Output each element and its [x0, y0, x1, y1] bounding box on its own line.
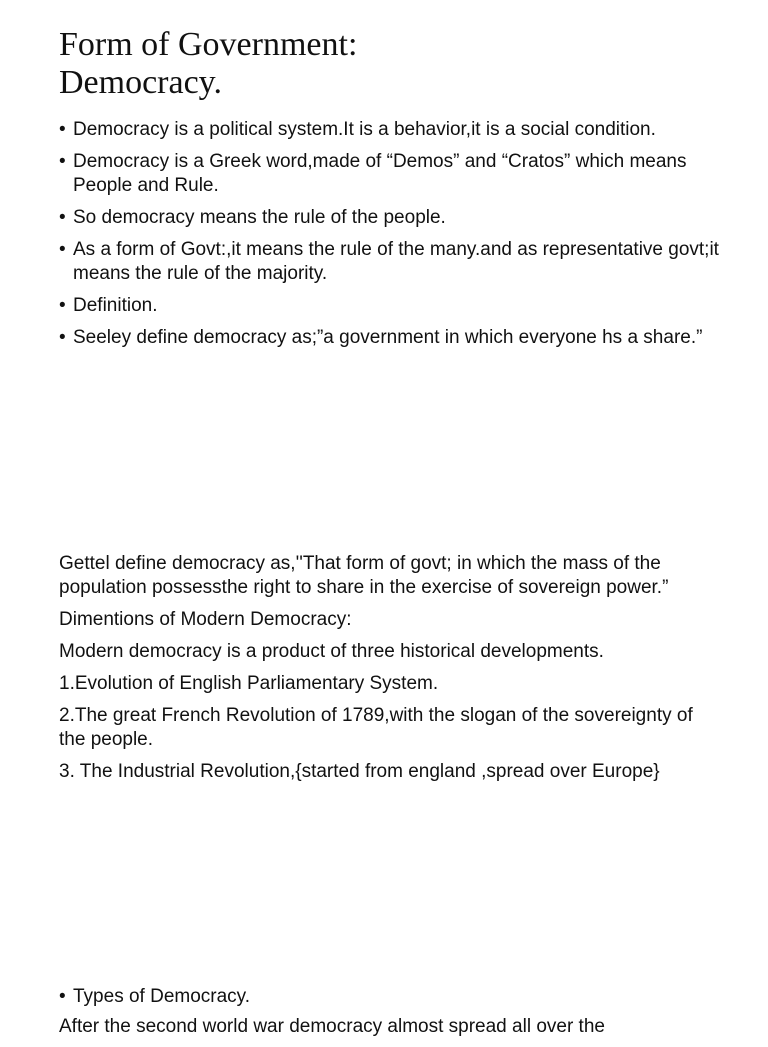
paragraph: 1.Evolution of English Parliamentary System. — [59, 673, 439, 694]
bullet-text: Seeley define democracy as;”a government in which everyone hs a share.” — [73, 327, 703, 348]
bullet-item — [59, 985, 719, 1009]
slide1-bullet-list — [59, 118, 719, 358]
paragraph: After the second world war democracy almost spread all over the — [59, 1016, 605, 1037]
paragraph: Modern democracy is a product of three historical developments. — [59, 641, 604, 662]
paragraph: Gettel define democracy as,''That form of govt; in which the mass of the population possessthe right to share in the exercise of sovereign power.” — [59, 553, 669, 598]
bullet-item — [59, 150, 719, 198]
slide3-bullet-list — [59, 985, 719, 1017]
bullet-dot-icon: • — [59, 327, 66, 348]
page-title — [59, 26, 357, 102]
bullet-text: As a form of Govt:,it means the rule of the many.and as representative govt;it means the rule of the majority. — [73, 239, 719, 284]
title-line-1: Form of Government: — [59, 26, 358, 63]
bullet-dot-icon: • — [59, 986, 66, 1007]
paragraph: 3. The Industrial Revolution,{started from england ,spread over Europe} — [59, 761, 660, 782]
bullet-dot-icon: • — [59, 207, 66, 228]
title-line-2: Democracy. — [59, 64, 222, 101]
bullet-text: So democracy means the rule of the people. — [73, 207, 446, 228]
bullet-item — [59, 294, 719, 318]
slide2-text-block — [59, 552, 719, 792]
bullet-text: Definition. — [73, 295, 158, 316]
bullet-dot-icon: • — [59, 295, 66, 316]
bullet-dot-icon: • — [59, 119, 66, 140]
slide3-partial-line — [59, 1015, 719, 1047]
bullet-item — [59, 238, 719, 286]
bullet-text: Democracy is a political system.It is a behavior,it is a social condition. — [73, 119, 656, 140]
bullet-item — [59, 118, 719, 142]
bullet-text: Types of Democracy. — [73, 986, 251, 1007]
paragraph: Dimentions of Modern Democracy: — [59, 609, 352, 630]
bullet-item — [59, 206, 719, 230]
bullet-text: Democracy is a Greek word,made of “Demos” and “Cratos” which means People and Rule. — [73, 151, 687, 196]
paragraph: 2.The great French Revolution of 1789,with the slogan of the sovereignty of the people. — [59, 705, 693, 750]
bullet-dot-icon: • — [59, 151, 66, 172]
bullet-item — [59, 326, 719, 350]
bullet-dot-icon: • — [59, 239, 66, 260]
